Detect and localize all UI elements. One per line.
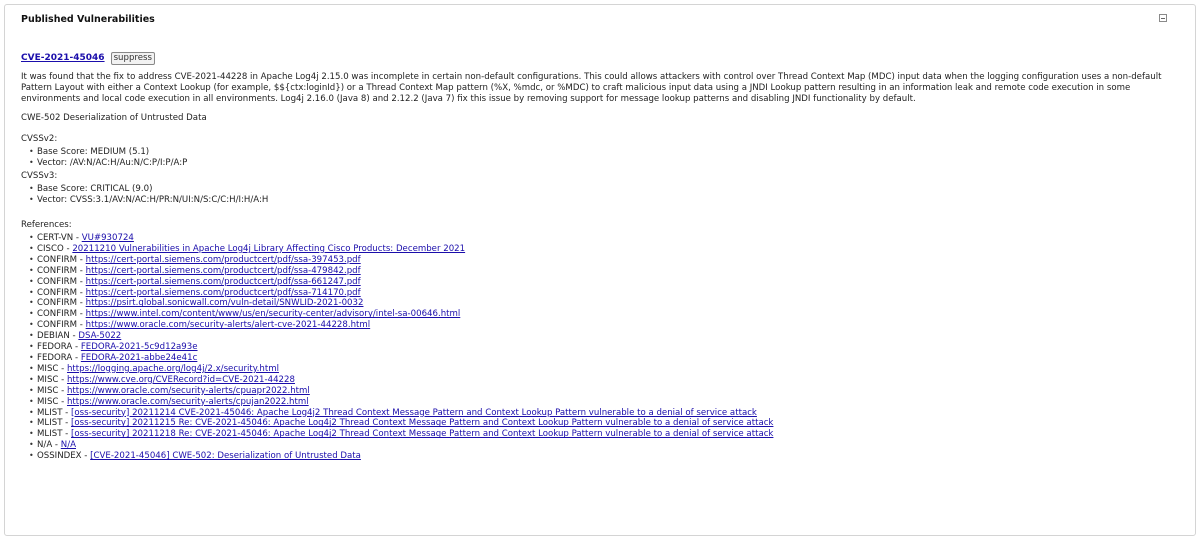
reference-link[interactable]: https://cert-portal.siemens.com/productcert/pdf/ssa-714170.pdf [85, 287, 361, 298]
reference-source: CONFIRM [37, 309, 78, 320]
reference-source: FEDORA [37, 342, 73, 353]
reference-link[interactable]: [CVE-2021-45046] CWE-502: Deserialization of Untrusted Data [90, 451, 361, 462]
reference-source: MISC [37, 396, 59, 407]
reference-source: DEBIAN [37, 331, 70, 342]
reference-link[interactable]: [oss-security] 20211218 Re: CVE-2021-45046: Apache Log4j2 Thread Context Message Pattern and Context Lookup Pattern vulnerable to a denial of service attack [71, 429, 774, 440]
reference-link[interactable]: N/A [60, 440, 76, 451]
suppress-button[interactable]: suppress [111, 52, 155, 65]
reference-item: • CONFIRM - https://cert-portal.siemens.com/productcert/pdf/ssa-479842.pdf [29, 266, 1186, 277]
cvssv3-label: CVSSv3: [21, 170, 58, 181]
reference-source: CONFIRM [37, 298, 78, 309]
panel-title: Published Vulnerabilities [21, 14, 155, 25]
reference-item: • CONFIRM - https://cert-portal.siemens.com/productcert/pdf/ssa-661247.pdf [29, 277, 1186, 288]
reference-link[interactable]: [oss-security] 20211215 Re: CVE-2021-45046: Apache Log4j2 Thread Context Message Pattern and Context Lookup Pattern vulnerable to a denial of service attack [71, 418, 774, 429]
reference-source: CONFIRM [37, 287, 78, 298]
cvssv3-list [21, 184, 1186, 206]
cvssv2-label: CVSSv2: [21, 133, 58, 144]
cvssv2-list [21, 147, 1186, 169]
cve-description: It was found that the fix to address CVE-2021-44228 in Apache Log4j 2.15.0 was incomplete in certain non-default configurations. This could allows attackers with control over Thread Context Map (MDC) input data when the logging configuration uses a non-default Pattern Layout with either a Context Lookup (for example, $${ctx:loginId}) or a Thread Context Map pattern (%X, %mdc, or %MDC) to craft malicious input data using a JNDI Lookup pattern resulting in an information leak and remote code execution in some environments and local code execution in all environments. Log4j 2.16.0 (Java 8) and 2.12.2 (Java 7) fix this issue by removing support for message lookup patterns and disabling JNDI functionality by default. [21, 72, 1162, 105]
reference-link[interactable]: FEDORA-2021-5c9d12a93e [80, 342, 198, 353]
cvssv2-vector: • Vector: /AV:N/AC:H/Au:N/C:P/I:P/A:P [29, 158, 1186, 169]
reference-link[interactable]: https://cert-portal.siemens.com/productcert/pdf/ssa-397453.pdf [85, 254, 361, 265]
reference-item: • CONFIRM - https://www.oracle.com/security-alerts/alert-cve-2021-44228.html [29, 320, 1186, 331]
reference-source: CONFIRM [37, 320, 78, 331]
reference-item: • DEBIAN - DSA-5022 [29, 331, 1186, 342]
reference-source: MISC [37, 374, 59, 385]
reference-link[interactable]: https://www.intel.com/content/www/us/en/security-center/advisory/intel-sa-00646.html [85, 309, 461, 320]
reference-item: • MISC - https://www.oracle.com/security-alerts/cpuapr2022.html [29, 386, 1186, 397]
reference-link[interactable]: DSA-5022 [78, 331, 122, 342]
reference-source: CONFIRM [37, 254, 78, 265]
cvssv3-base-score: • Base Score: CRITICAL (9.0) [29, 184, 1186, 195]
cwe-text: CWE-502 Deserialization of Untrusted Data [21, 112, 207, 123]
cve-id-link[interactable]: CVE-2021-45046 [21, 53, 105, 63]
reference-item: • CONFIRM - https://psirt.global.sonicwall.com/vuln-detail/SNWLID-2021-0032 [29, 298, 1186, 309]
reference-link[interactable]: https://cert-portal.siemens.com/productcert/pdf/ssa-661247.pdf [85, 276, 361, 287]
published-vulnerabilities-panel [4, 4, 1196, 536]
reference-source: MLIST [37, 407, 63, 418]
reference-link[interactable]: [oss-security] 20211214 CVE-2021-45046: Apache Log4j2 Thread Context Message Pattern and Context Lookup Pattern vulnerable to a denial of service attack [71, 407, 757, 418]
reference-link[interactable]: https://www.cve.org/CVERecord?id=CVE-2021-44228 [66, 374, 295, 385]
reference-source: MISC [37, 363, 59, 374]
reference-item: • MISC - https://www.oracle.com/security-alerts/cpujan2022.html [29, 397, 1186, 408]
reference-source: N/A [37, 440, 53, 451]
reference-source: OSSINDEX [37, 451, 82, 462]
reference-source: CERT-VN [37, 233, 74, 244]
reference-item: • CONFIRM - https://cert-portal.siemens.com/productcert/pdf/ssa-714170.pdf [29, 288, 1186, 299]
reference-item: • MLIST - [oss-security] 20211218 Re: CVE-2021-45046: Apache Log4j2 Thread Context Message Pattern and Context Lookup Pattern vulnerable to a denial of service attack [29, 429, 1186, 440]
reference-link[interactable]: https://psirt.global.sonicwall.com/vuln-detail/SNWLID-2021-0032 [85, 298, 364, 309]
cvssv3-vector: • Vector: CVSS:3.1/AV:N/AC:H/PR:N/UI:N/S:C/C:H/I:H/A:H [29, 195, 1186, 206]
reference-source: CONFIRM [37, 265, 78, 276]
reference-item: • MLIST - [oss-security] 20211215 Re: CVE-2021-45046: Apache Log4j2 Thread Context Message Pattern and Context Lookup Pattern vulnerable to a denial of service attack [29, 418, 1186, 429]
reference-item: • MLIST - [oss-security] 20211214 CVE-2021-45046: Apache Log4j2 Thread Context Message Pattern and Context Lookup Pattern vulnerable to a denial of service attack [29, 408, 1186, 419]
reference-item: • FEDORA - FEDORA-2021-5c9d12a93e [29, 342, 1186, 353]
references-label: References: [21, 219, 72, 230]
cvssv2-base-score: • Base Score: MEDIUM (5.1) [29, 147, 1186, 158]
reference-link[interactable]: 20211210 Vulnerabilities in Apache Log4j Library Affecting Cisco Products: December 2021 [72, 243, 466, 254]
reference-link[interactable]: VU#930724 [81, 233, 134, 244]
reference-link[interactable]: https://www.oracle.com/security-alerts/alert-cve-2021-44228.html [85, 320, 371, 331]
reference-item: • CERT-VN - VU#930724 [29, 233, 1186, 244]
reference-source: MISC [37, 385, 59, 396]
reference-item: • CONFIRM - https://cert-portal.siemens.com/productcert/pdf/ssa-397453.pdf [29, 255, 1186, 266]
reference-link[interactable]: https://logging.apache.org/log4j/2.x/security.html [66, 363, 279, 374]
reference-link[interactable]: https://www.oracle.com/security-alerts/cpuapr2022.html [66, 385, 310, 396]
reference-link[interactable]: FEDORA-2021-abbe24e41c [80, 353, 198, 364]
vulnerability-content [21, 50, 1186, 462]
reference-item: • CONFIRM - https://www.intel.com/content/www/us/en/security-center/advisory/intel-sa-00646.html [29, 309, 1186, 320]
cve-header [21, 50, 1186, 66]
reference-item: • OSSINDEX - [CVE-2021-45046] CWE-502: Deserialization of Untrusted Data [29, 451, 1186, 462]
reference-item: • CISCO - 20211210 Vulnerabilities in Apache Log4j Library Affecting Cisco Products: December 2021 [29, 244, 1186, 255]
references-list [21, 233, 1186, 462]
reference-link[interactable]: https://www.oracle.com/security-alerts/cpujan2022.html [66, 396, 309, 407]
reference-item: • FEDORA - FEDORA-2021-abbe24e41c [29, 353, 1186, 364]
reference-source: MLIST [37, 429, 63, 440]
reference-source: MLIST [37, 418, 63, 429]
reference-link[interactable]: https://cert-portal.siemens.com/productcert/pdf/ssa-479842.pdf [85, 265, 361, 276]
reference-source: CONFIRM [37, 276, 78, 287]
reference-source: CISCO [37, 243, 64, 254]
reference-item: • MISC - https://logging.apache.org/log4j/2.x/security.html [29, 364, 1186, 375]
collapse-icon[interactable] [1159, 14, 1167, 22]
reference-item: • N/A - N/A [29, 440, 1186, 451]
reference-source: FEDORA [37, 353, 73, 364]
reference-item: • MISC - https://www.cve.org/CVERecord?id=CVE-2021-44228 [29, 375, 1186, 386]
